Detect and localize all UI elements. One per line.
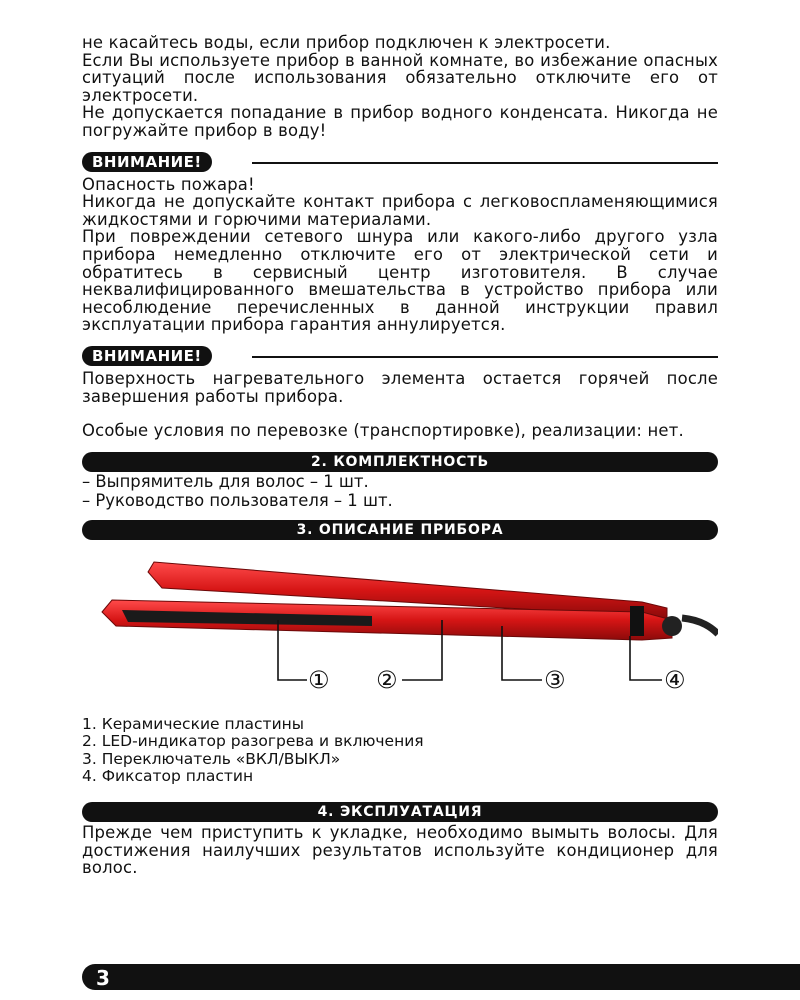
transport-note: Особые условия по перевозке (транспортировке), реализации: нет. — [82, 421, 684, 441]
legend-item-4: 4. Фиксатор пластин — [82, 767, 254, 786]
kit-item-2: – Руководство пользователя – 1 шт. — [82, 490, 393, 510]
warning1-line-3: При повреждении сетевого шнура или какого-либо другого узла прибора немедленно отключите его от электрической сети и обратитесь в сервисный центр изготовителя. В случае неквалифицированного вмешательства в устройство прибора или несоблюдение перечисленных в данной инструкции правил эксплуатации прибора гарантия аннулируется. — [82, 227, 718, 335]
warning-badge: ВНИМАНИЕ! — [82, 346, 212, 366]
intro-paragraph-3: Не допускается попадание в прибор водного конденсата. Никогда не погружайте прибор в воду! — [82, 103, 718, 140]
warning-header-1 — [82, 150, 718, 174]
section-2-header: 2. КОМПЛЕКТНОСТЬ — [82, 452, 718, 472]
legend-item-3: 3. Переключатель «ВКЛ/ВЫКЛ» — [82, 749, 341, 768]
warning-header-2 — [82, 344, 718, 368]
warning1-line-1: Опасность пожара! — [82, 174, 255, 194]
callout-1: ① — [308, 665, 330, 694]
divider-line — [252, 162, 718, 164]
section-3-header: 3. ОПИСАНИЕ ПРИБОРА — [82, 520, 718, 540]
manual-page — [82, 34, 718, 877]
section-4-header: 4. ЭКСПЛУАТАЦИЯ — [82, 802, 718, 822]
legend-item-1: 1. Керамические пластины — [82, 714, 305, 733]
intro-paragraph-2: Если Вы используете прибор в ванной комнате, во избежание опасных ситуаций после использования обязательно отключите его от электросети. — [82, 50, 718, 105]
kit-item-1: – Выпрямитель для волос – 1 шт. — [82, 471, 369, 491]
callout-3: ③ — [544, 665, 566, 694]
divider-line — [252, 356, 718, 358]
intro-paragraph-1: не касайтесь воды, если прибор подключен к электросети. — [82, 33, 611, 52]
warning1-line-2: Никогда не допускайте контакт прибора с легковоспламеняющимися жидкостями и горючими материалами. — [82, 192, 718, 229]
callout-4: ④ — [664, 665, 686, 694]
usage-text: Прежде чем приступить к укладке, необходимо вымыть волосы. Для достижения наилучших результатов используйте кондиционер для волос. — [82, 823, 718, 878]
warning2-line-1: Поверхность нагревательного элемента остается горячей после завершения работы прибора. — [82, 368, 718, 406]
warning-badge: ВНИМАНИЕ! — [82, 152, 212, 172]
hair-straightener-illustration — [82, 548, 718, 708]
parts-legend — [82, 716, 718, 786]
page-footer-bar — [82, 964, 800, 990]
page-number: 3 — [96, 966, 110, 990]
callout-2: ② — [376, 665, 398, 694]
legend-item-2: 2. LED-индикатор разогрева и включения — [82, 732, 424, 751]
device-diagram — [82, 548, 718, 708]
